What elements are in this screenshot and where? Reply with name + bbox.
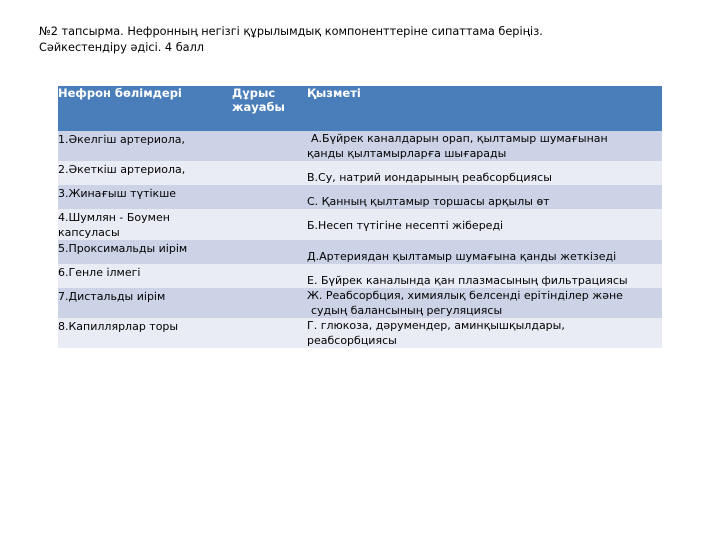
function-line-1: С. Қанның қылтамыр торшасы арқылы өт (307, 195, 550, 208)
cell-function (307, 185, 662, 209)
function-line-1: А.Бүйрек каналдарын орап, қылтамыр шумағынан (311, 132, 608, 145)
column-header-answer: Дұрыс жауабы (232, 86, 307, 131)
cell-answer[interactable] (232, 209, 307, 240)
term-text: 3.Жинағыш түтікше (58, 187, 177, 200)
cell-answer[interactable] (232, 185, 307, 209)
task-prompt (39, 24, 679, 56)
term-text: 2.Әкеткіш артериола, (58, 163, 186, 176)
cell-function (307, 288, 662, 318)
table-header (58, 86, 662, 131)
table-row (58, 240, 662, 264)
table-row (58, 288, 662, 318)
cell-function (307, 264, 662, 288)
cell-term (58, 185, 232, 209)
function-line-2: реабсорбциясы (307, 334, 397, 347)
cell-answer[interactable] (232, 240, 307, 264)
function-line-1: В.Су, натрий иондарының реабсорбциясы (307, 171, 552, 184)
cell-answer[interactable] (232, 161, 307, 185)
matching-table-wrapper (58, 86, 662, 348)
column-header-term: Нефрон бөлімдері (58, 86, 232, 131)
task-prompt-line-2: Сәйкестендіру әдісі. 4 балл (39, 41, 205, 54)
function-line-1: Б.Несеп түтігіне несепті жібереді (307, 219, 504, 232)
table-row (58, 185, 662, 209)
cell-answer[interactable] (232, 288, 307, 318)
cell-answer[interactable] (232, 264, 307, 288)
matching-table (58, 86, 662, 348)
term-text: 6.Генле ілмегі (58, 266, 141, 279)
function-line-2: қанды қылтамырларға шығарады (307, 147, 507, 160)
cell-term (58, 318, 232, 348)
function-line-2: судың балансының регуляциясы (311, 304, 503, 317)
function-line-1: Ж. Реабсорбция, химиялық белсенді ерітінділер және (307, 289, 623, 302)
cell-function (307, 161, 662, 185)
cell-term (58, 161, 232, 185)
term-text: 5.Проксимальды иірім (58, 242, 188, 255)
cell-term (58, 209, 232, 240)
cell-term (58, 131, 232, 161)
column-header-function: Қызметі (307, 86, 662, 131)
table-body (58, 131, 662, 348)
table-row (58, 209, 662, 240)
function-line-1: Г. глюкоза, дәрумендер, аминқышқылдары, (307, 319, 565, 332)
table-row (58, 318, 662, 348)
cell-function (307, 318, 662, 348)
function-line-1: Е. Бүйрек каналында қан плазмасының фильтрациясы (307, 274, 628, 287)
term-text: 7.Дистальды иірім (58, 290, 166, 303)
cell-term (58, 264, 232, 288)
function-line-1: Д.Артериядан қылтамыр шумағына қанды жеткізеді (307, 250, 617, 263)
table-row (58, 161, 662, 185)
task-prompt-line-1: №2 тапсырма. Нефронның негізгі құрылымдық компоненттеріне сипаттама беріңіз. (39, 25, 543, 38)
cell-function (307, 209, 662, 240)
cell-function (307, 131, 662, 161)
cell-function (307, 240, 662, 264)
term-text: 1.Әкелгіш артериола, (58, 133, 186, 146)
table-row (58, 131, 662, 161)
cell-term (58, 240, 232, 264)
cell-answer[interactable] (232, 318, 307, 348)
table-row (58, 264, 662, 288)
term-text: 8.Капиллярлар торы (58, 320, 179, 333)
cell-answer[interactable] (232, 131, 307, 161)
table-header-row (58, 86, 662, 131)
term-text: 4.Шумлян - Боумен капсуласы (58, 211, 170, 239)
cell-term (58, 288, 232, 318)
